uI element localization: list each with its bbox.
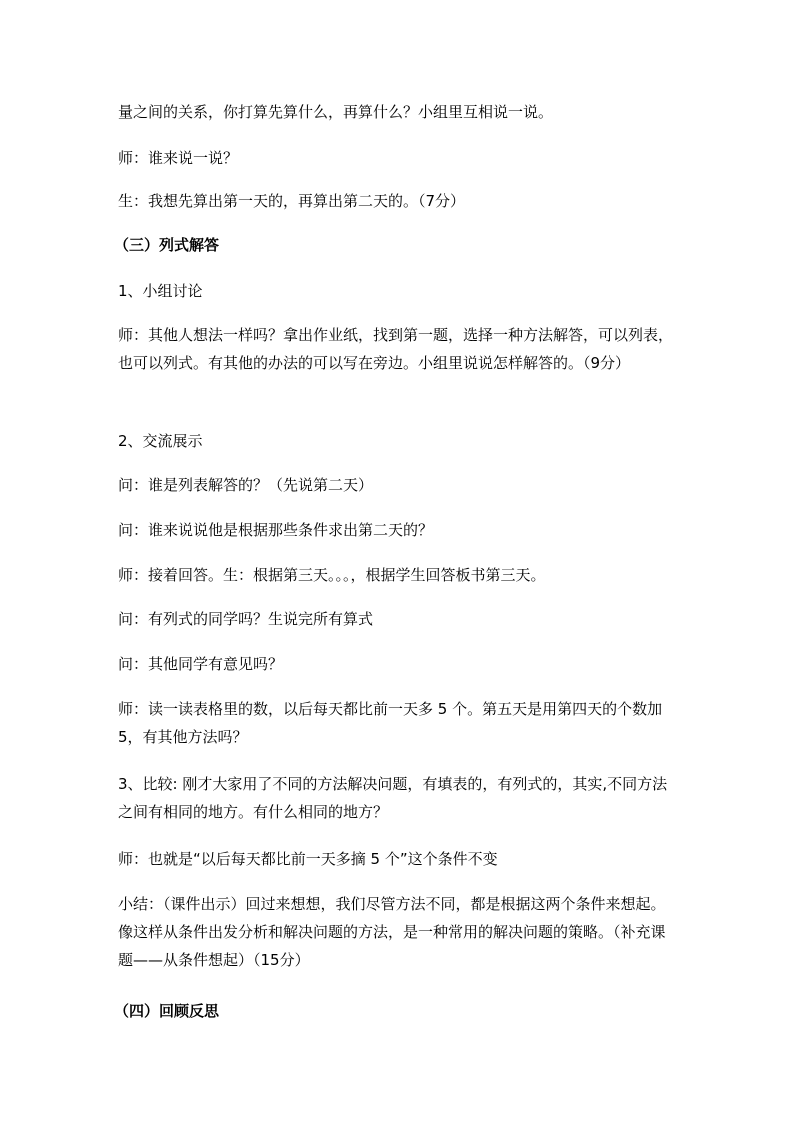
subheading-exchange-display: 2、交流展示 <box>118 432 203 450</box>
paragraph-comparison: 3、比较: 刚才大家用了不同的方法解决问题，有填表的，有列式的，其实,不同方法之间有相同的地方。有什么相同的地方？ <box>118 775 668 821</box>
paragraph-teacher-ask: 师：谁来说一说？ <box>118 149 239 167</box>
paragraph-question-conditions: 问：谁来说说他是根据那些条件求出第二天的？ <box>118 521 434 539</box>
paragraph-teacher-condition: 师：也就是“以后每天都比前一天多摘 5 个”这个条件不变 <box>118 850 498 868</box>
paragraph-teacher-continue: 师：接着回答。生：根据第三天。。。，根据学生回答板书第三天。 <box>118 566 546 584</box>
section-heading-3: （三）列式解答 <box>114 236 220 254</box>
paragraph-teacher-instructions: 师：其他人想法一样吗？拿出作业纸，找到第一题，选择一种方法解答，可以列表，也可以列式。有其他的办法的可以写在旁边。小组里说说怎样解答的。（9分） <box>118 326 674 372</box>
paragraph-relationship: 量之间的关系，你打算先算什么，再算什么？小组里互相说一说。 <box>118 103 554 121</box>
paragraph-teacher-read-table: 师：读一读表格里的数，以后每天都比前一天多 5 个。第五天是用第四天的个数加 5，有其他方法吗？ <box>118 700 663 746</box>
paragraph-question-formula: 问：有列式的同学吗？生说完所有算式 <box>118 610 374 628</box>
paragraph-question-table: 问：谁是列表解答的？（先说第二天） <box>118 476 374 494</box>
section-heading-4: （四）回顾反思 <box>114 1002 220 1020</box>
paragraph-summary: 小结：（课件出示）回过来想想，我们尽管方法不同，都是根据这两个条件来想起。像这样从条件出发分析和解决问题的方法，是一种常用的解决问题的策略。（补充课题——从条件想起）（15分） <box>118 895 666 969</box>
subheading-group-discussion: 1、小组讨论 <box>118 282 203 300</box>
paragraph-question-opinions: 问：其他同学有意见吗？ <box>118 655 284 673</box>
paragraph-student-answer: 生：我想先算出第一天的，再算出第二天的。（7分） <box>118 192 466 210</box>
